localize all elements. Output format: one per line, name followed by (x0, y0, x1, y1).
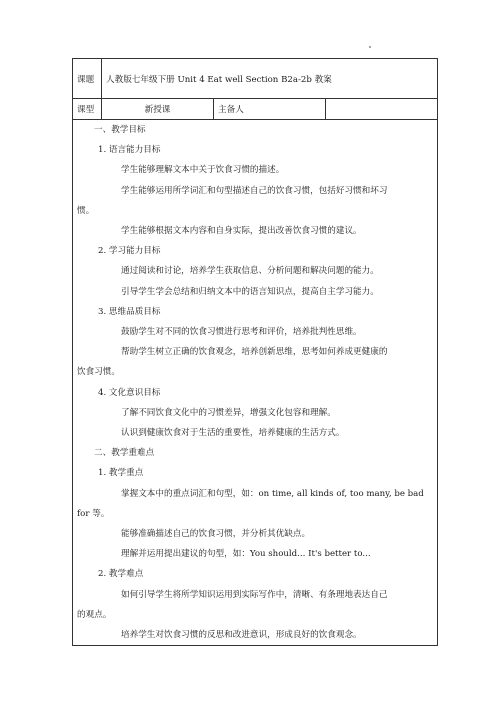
subsection-heading: 2. 教学难点 (98, 569, 144, 580)
paragraph-line: 理解并运用提出建议的句型，如：You should... It's better to... (121, 549, 371, 560)
lesson-plan-table (72, 58, 438, 646)
lesson-content (73, 120, 438, 646)
section-heading: 一、教学目标 (94, 125, 146, 135)
paragraph-line: 能够准确描述自己的饮食习惯，并分析其优缺点。 (121, 529, 311, 540)
title-row (73, 59, 438, 99)
subsection-heading: 2. 学习能力目标 (98, 246, 161, 257)
paragraph-line: 学生能够根据文本内容和自身实际，提出改善饮食习惯的建议。 (121, 226, 362, 237)
paragraph-line: 了解不同饮食文化中的习惯差异，增强文化包容和理解。 (121, 407, 336, 418)
subsection-heading: 1. 教学重点 (98, 468, 144, 479)
paragraph-line: 引导学生学会总结和归纳文本中的语言知识点，提高自主学习能力。 (121, 286, 379, 297)
paragraph-line: 认识到健康饮食对于生活的重要性，培养健康的生活方式。 (121, 428, 345, 439)
preparer-value (326, 99, 438, 120)
paragraph-line: 如何引导学生将所学知识运用到实际写作中，清晰、有条理地表达自己 (121, 589, 388, 600)
paragraph-line: 学生能够运用所学词汇和句型描述自己的饮食习惯，包括好习惯和坏习 (121, 185, 388, 196)
lesson-type: 新授课 (102, 99, 214, 120)
lesson-title: 人教版七年级下册 Unit 4 Eat well Section B2a-2b 教案 (102, 59, 438, 99)
preparer-label: 主备人 (214, 99, 326, 120)
paragraph-continuation: for 等。 (77, 508, 110, 519)
paragraph-continuation: 惯。 (77, 205, 95, 216)
stray-dot-mark (369, 46, 371, 48)
title-label: 课题 (73, 59, 102, 99)
paragraph-line: 帮助学生树立正确的饮食观念，培养创新思维，思考如何养成更健康的 (121, 347, 388, 358)
subsection-heading: 3. 思维品质目标 (98, 306, 161, 317)
paragraph-continuation: 的观点。 (77, 609, 112, 620)
subsection-heading: 4. 文化意识目标 (98, 387, 161, 398)
section-heading: 二、教学重难点 (94, 448, 155, 459)
content-row (73, 120, 438, 646)
type-label: 课型 (73, 99, 102, 120)
type-row (73, 99, 438, 120)
paragraph-line: 通过阅读和讨论，培养学生获取信息、分析问题和解决问题的能力。 (121, 266, 379, 277)
paragraph-continuation: 饮食习惯。 (77, 367, 120, 378)
paragraph-line: 掌握文本中的重点词汇和句型，如：on time, all kinds of, too many, be bad (121, 488, 424, 499)
paragraph-line: 培养学生对饮食习惯的反思和改进意识，形成良好的饮食观念。 (121, 630, 362, 641)
subsection-heading: 1. 语言能力目标 (98, 145, 161, 156)
paragraph-line: 学生能够理解文本中关于饮食习惯的描述。 (121, 165, 285, 176)
paragraph-line: 鼓励学生对不同的饮食习惯进行思考和评价，培养批判性思维。 (121, 327, 362, 338)
